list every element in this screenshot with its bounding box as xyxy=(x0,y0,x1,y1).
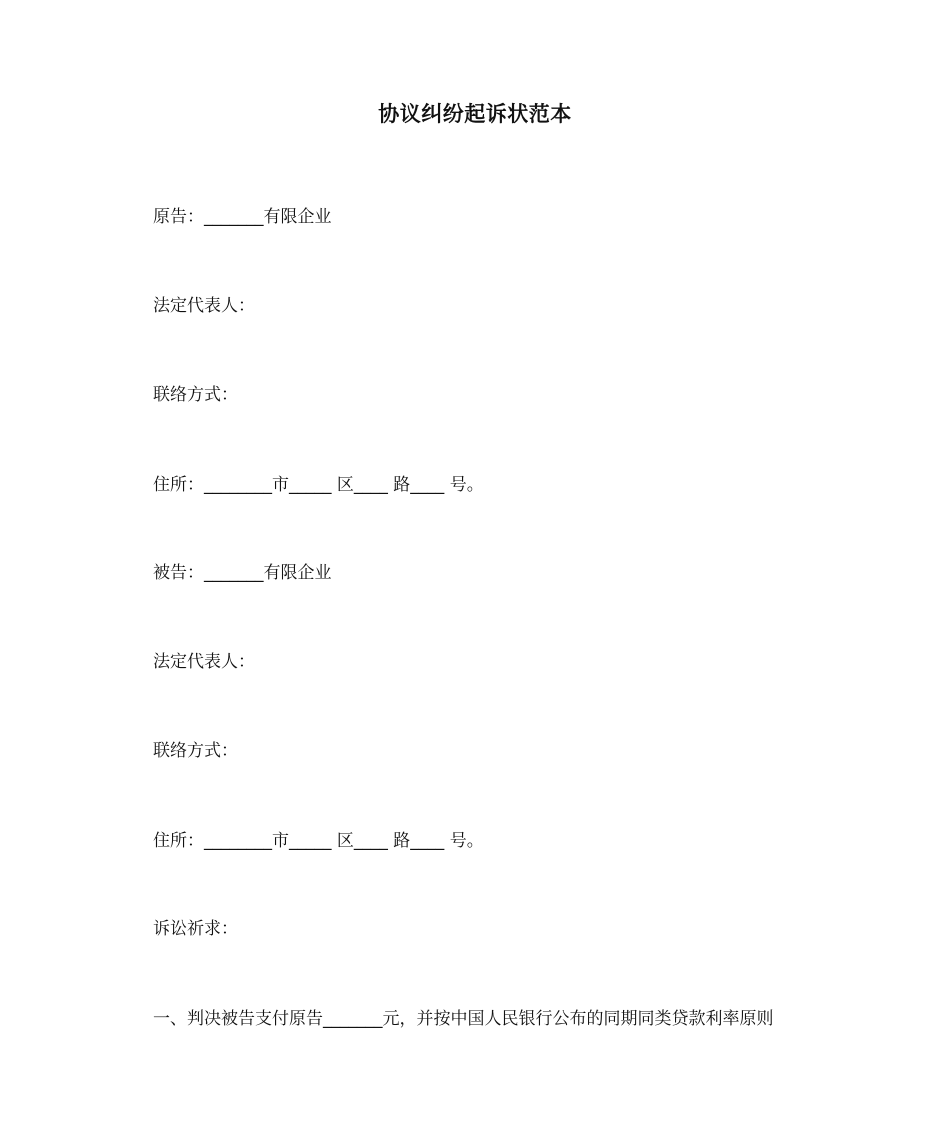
defendant-address-line: 住所：________市_____ 区____ 路____ 号。 xyxy=(153,831,484,851)
plaintiff-contact-line: 联络方式： xyxy=(153,385,238,405)
plaintiff-legal-representative-line: 法定代表人： xyxy=(153,296,255,316)
document-title: 协议纠纷起诉状范本 xyxy=(378,102,572,126)
claim-item-1: 一、判决被告支付原告_______元，并按中国人民银行公布的同期同类贷款利率原则 xyxy=(153,1009,774,1029)
defendant-legal-representative-line: 法定代表人： xyxy=(153,652,255,672)
plaintiff-address-line: 住所：________市_____ 区____ 路____ 号。 xyxy=(153,475,484,495)
defendant-line: 被告：_______有限企业 xyxy=(153,563,332,583)
plaintiff-line: 原告：_______有限企业 xyxy=(153,207,332,227)
claims-heading: 诉讼祈求： xyxy=(153,919,238,939)
defendant-contact-line: 联络方式： xyxy=(153,741,238,761)
